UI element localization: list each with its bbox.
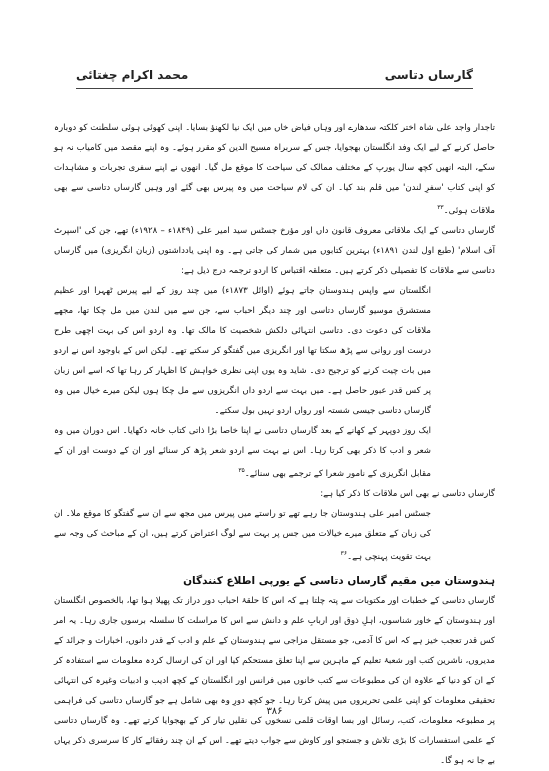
footnote-ref: ۳۶ [340,549,348,557]
paragraph-1: تاجدار واجد علی شاہ اختر کلکتہ سدھارے اور وہاں فیاض خاں میں ایک نیا لکھنؤ بسایا۔ اپنی کھوئی ہوئی سلطنت کو دوبارہ حاصل کرنے کے لیے ایک وفد انگلستان بھجوایا، جس کے سربراہ مسیح الدین کو مقرر ہوئے۔ وہ اپنے مقصد میں کامیاب نہ ہو سکے، البتہ انھیں کچھ سال یورپ کے مختلف ممالک کی سیاحت کا موقع مل گیا۔ انھوں نے اپنے سفری تجربات و مشاہدات کو اپنی کتاب 'سفرِ لندن' میں قلم بند کیا۔ ان کی لام سیاحت میں وہ پیرس بھی گئے اور وہیں گارساں دتاسی سے بھی ملاقات ہوئی۔$^{۳۳}$ [54,123,495,216]
paragraph-3: گارساں دتاسی نے بھی اس ملاقات کا ذکر کیا ہے: [320,488,495,499]
page-body [54,118,495,771]
footnote-ref: ۳۳ [437,204,444,211]
block-quote-1: انگلستان سے واپس ہندوستان جاتے ہوئے (اوائل ۱۸۷۳ء) میں چند روز کے لیے پیرس ٹھہرا اور عظیم مستشرق موسیو گارساں دتاسی اور چند دیگر احباب سے، جن سے میں لندن میں مل چکا تھا، مجھے ملاقات کی دعوت دی۔ دتاسی انتہائی دلکش شخصیت کا مالک تھا۔ وہ اردو اس کی بہت اچھی طرح درست اور روانی سے پڑھ سکتا تھا اور انگریزی میں گفتگو کر سکتے تھے۔ لیکن اس کے باوجود اس نے اردو میں بات چیت کرنے کو ترجیح دی۔ شاید وہ یوں اپنی نظری خواہش کا اظہار کر رہا تھا کہ اسے اس زبان پر کس قدر عبور حاصل ہے۔ میں بہت سے اردو داں انگریزوں سے مل چکا ہوں لیکن میرے خیال میں وہ گارساں دتاسی جیسی شستہ اور رواں اردو نہیں بول سکتے۔ [54,285,431,416]
page-number: ۳۸۶ [266,706,283,717]
paragraph-2: گارساں دتاسی کے ایک ملاقاتی معروف قانون داں اور مؤرخ جسٹس سید امیر علی (۱۸۴۹ء – ۱۹۲۸ء) تھے، جن کی 'اسپرٹ آف اسلام' (طبع اول لندن ۱۸۹۱ء) بہترین کتابوں میں شمار کی جاتی ہے۔ وہ اپنی یادداشتوں (زبان انگریزی) میں گارساں دتاسی سے ملاقات کا تفصیلی ذکر کرتے ہیں۔ متعلقہ اقتباس کا اردو ترجمہ درج ذیل ہے: [54,225,496,276]
paragraph-4: گارساں دتاسی کے خطبات اور مکتوبات سے پتہ چلتا ہے کہ اس کا حلقۂ احباب دور دراز تک پھیلا ہوا تھا، بالخصوص انگلستان اور ہندوستان کے خاور شناسوں، اہلِ ذوق اور اربابِ علم و دانش سے اس کا مراسلت کا سلسلہ برسوں جاری رہا۔ یہ امر کس قدر تعجب خیز ہے کہ اس کا آدمی، جو مستقل مزاجی سے ہندوستان کے علم و ادب کے قدر دانوں، اخبارات و جرائد کے مدیروں، ناشرین کتب اور شعبۂ تعلیم کے ماہرین سے اپنا تعلق مستحکم کیا اور ان کی ارسال کردہ معلومات سے استفادہ کر کے ان کو دنیا کے علاوہ ان کی مطبوعات سے کتب خانوں میں فرانس اور انگلستان کے کچھ ادیب و ادبیات وغیرہ کی انتہائی تحقیقی معلومات کو اپنی علمی تحریروں میں پیش کرتا رہا۔ جو کچھ دورِ وہ بھی شامل ہے جو گارساں دتاسی کی فراہمی پر مطبوعہ معلومات، کتب، رسائل اور بسا اوقات قلمی نسخوں کی نقلیں تیار کر کے بھجوایا کرتے تھے۔ وہ گارساں دتاسی کے علمی استفسارات کا بڑی تلاش و جستجو اور کاوش سے جواب دیتے تھے۔ اس کے ان چند رفقائے کار کا سرسری ذکر یہاں بے جا نہ ہو گا۔ [54,595,495,766]
running-head-title: گارساں دتاسی [384,68,473,82]
running-head-author: محمد اکرام چغتائی [76,68,189,82]
block-quote-2: ایک روز دوپہر کے کھانے کے بعد گارساں دتاسی نے اپنا خاصا بڑا ذاتی کتاب خانہ دکھایا۔ اس دوران میں وہ شعر و ادب کا ذکر بھی کرتا رہا۔ اس نے بہت سے اردو شعر پڑھ کر سنائے اور ان کے دوست اور ان کے مقابل انگریزی کے نامور شعرا کے ترجمے بھی سنائے۔$^{۳۵}$ [54,425,431,479]
block-quote-3: جسٹس امیر علی ہندوستان جا رہے تھے تو راستے میں پیرس میں مجھ سے ان سے گفتگو کا موقع ملا۔ ان کی زبان کے متعلق میرے خیالات میں جس پر بہت سے لوگ اعتراض کرتے ہیں، ان کے مباحث کی وجہ سے بہت تقویت پہنچی ہے۔$^{۳۶}$ [54,508,431,562]
footnote-ref: ۳۵ [238,466,245,474]
header-rule [76,88,473,89]
section-heading: ہندوستان میں مقیم گارساں دتاسی کے یورپی اطلاع کنندگان [183,574,495,587]
